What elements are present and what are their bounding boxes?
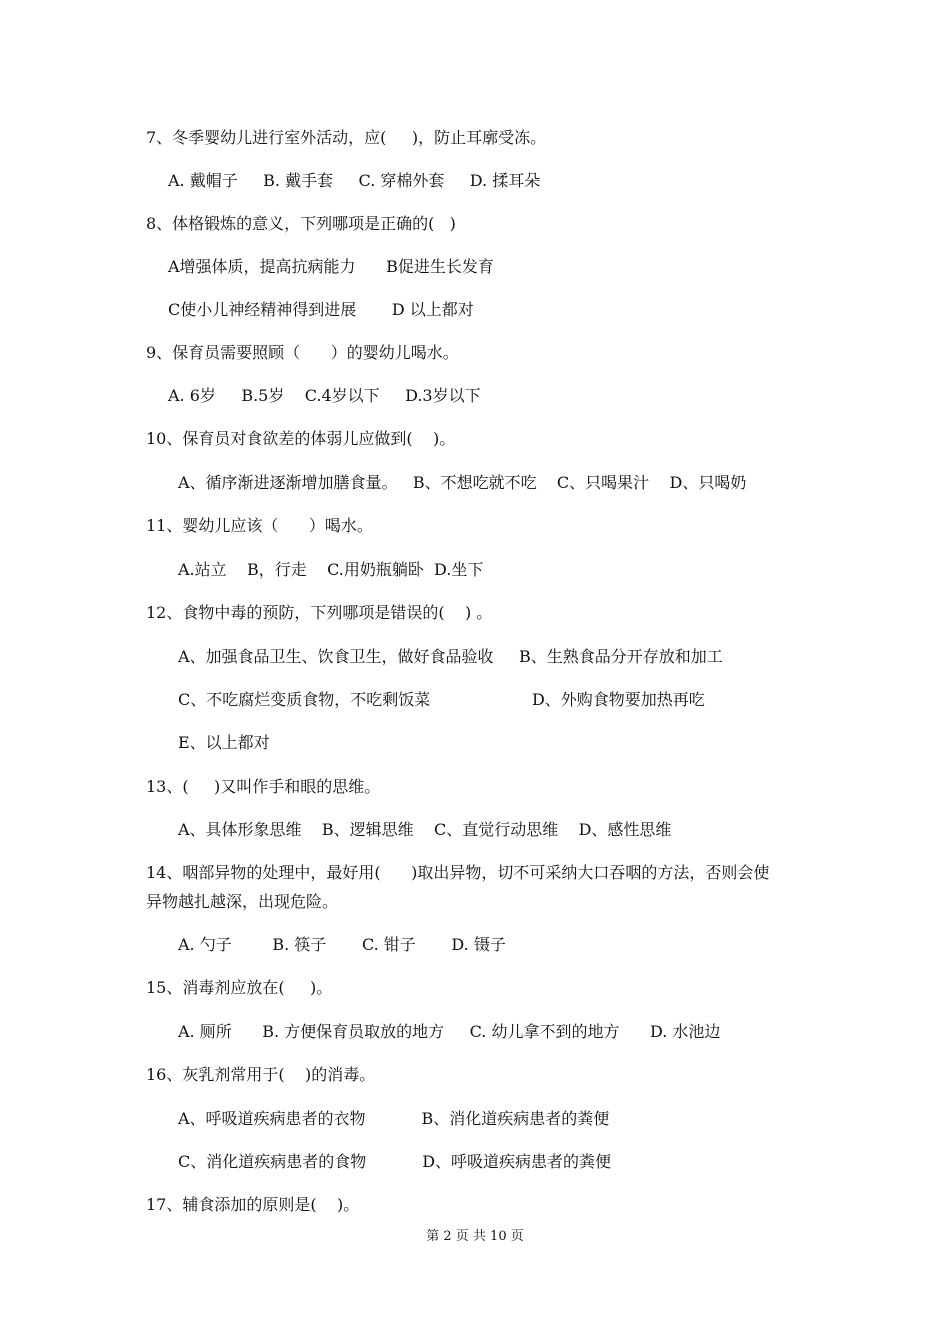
question-8-options-row-1: A增强体质，提高抗病能力 B促进生长发育 [168, 257, 494, 276]
question-11: 11、婴幼儿应该（ ）喝水。 [146, 516, 373, 535]
question-16-options-row-1: A、呼吸道疾病患者的衣物 B、消化道疾病患者的粪便 [178, 1109, 610, 1128]
question-10-options: A、循序渐进逐渐增加膳食量。 B、不想吃就不吃 C、只喝果汁 D、只喝奶 [178, 473, 747, 492]
question-13-options: A、具体形象思维 B、逻辑思维 C、直觉行动思维 D、感性思维 [178, 820, 672, 839]
question-14-line-1: 14、咽部异物的处理中，最好用( )取出异物，切不可采纳大口吞咽的方法，否则会使 [146, 863, 770, 882]
question-12-options-row-1: A、加强食品卫生、饮食卫生，做好食品验收 B、生熟食品分开存放和加工 [178, 647, 723, 666]
page-number-footer: 第 2 页 共 10 页 [426, 1229, 524, 1244]
question-14-options: A. 勺子 B. 筷子 C. 钳子 D. 镊子 [178, 935, 506, 954]
question-7: 7、冬季婴幼儿进行室外活动，应( )，防止耳廓受冻。 [146, 128, 547, 147]
question-9-options: A. 6岁 B.5岁 C.4岁以下 D.3岁以下 [168, 386, 481, 405]
question-9: 9、保育员需要照顾（ ）的婴幼儿喝水。 [146, 343, 459, 362]
question-8: 8、体格锻炼的意义，下列哪项是正确的( ) [146, 214, 456, 233]
question-11-options: A.站立 B，行走 C.用奶瓶躺卧 D.坐下 [178, 560, 484, 579]
question-13: 13、( )又叫作手和眼的思维。 [146, 777, 381, 796]
question-15: 15、消毒剂应放在( )。 [146, 978, 333, 997]
question-7-options: A. 戴帽子 B. 戴手套 C. 穿棉外套 D. 揉耳朵 [168, 171, 541, 190]
question-14-line-2: 异物越扎越深，出现危险。 [146, 892, 339, 911]
question-15-options: A. 厕所 B. 方便保育员取放的地方 C. 幼儿拿不到的地方 D. 水池边 [178, 1022, 721, 1041]
question-12-options-row-2: C、不吃腐烂变质食物，不吃剩饭菜 D、外购食物要加热再吃 [178, 690, 705, 709]
question-16-options-row-2: C、消化道疾病患者的食物 D、呼吸道疾病患者的粪便 [178, 1152, 612, 1171]
question-8-options-row-2: C使小儿神经精神得到进展 D 以上都对 [168, 300, 474, 319]
question-16: 16、灰乳剂常用于( )的消毒。 [146, 1065, 376, 1084]
question-17: 17、辅食添加的原则是( )。 [146, 1195, 360, 1214]
question-10: 10、保育员对食欲差的体弱儿应做到( )。 [146, 429, 456, 448]
question-12: 12、食物中毒的预防，下列哪项是错误的( ) 。 [146, 603, 493, 622]
question-12-options-row-3: E、以上都对 [178, 733, 270, 752]
